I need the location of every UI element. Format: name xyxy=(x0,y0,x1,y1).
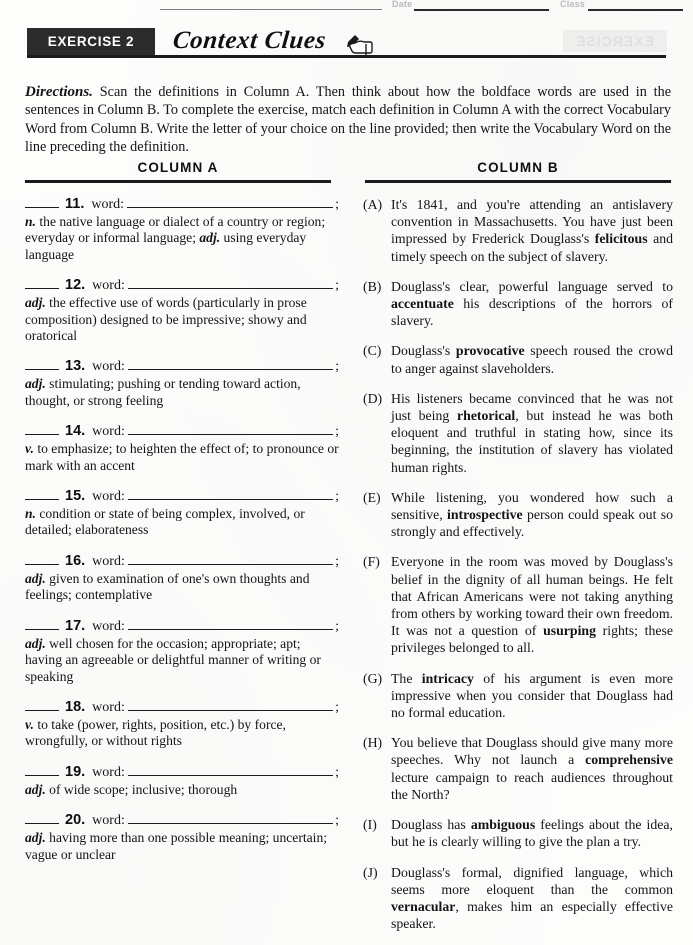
definition-body: to take (power, rights, position, etc.) by force, wrongfully, or without rights xyxy=(25,716,286,749)
word-colon: ; xyxy=(335,764,339,780)
definition-item-head xyxy=(25,423,339,440)
definition-body: of wide scope; inclusive; thorough xyxy=(45,781,238,797)
sentence-text-before: Everyone in the room was moved by Douglass's belief in the dignity of all human beings. He felt that African Americans were not taking anything from others by working toward their own freedom. It was not a question of xyxy=(391,554,673,639)
definition-body: condition or state of being complex, involved, or detailed; elaborateness xyxy=(25,506,305,538)
vocabulary-word: ambiguous xyxy=(470,817,536,833)
bleed-through-exercise-text: EXERCISE xyxy=(575,33,654,49)
header-rule-class xyxy=(588,9,683,11)
word-colon: ; xyxy=(335,489,339,505)
answer-letter-blank[interactable] xyxy=(25,812,59,824)
exercise-banner xyxy=(27,28,666,58)
item-number: 20. xyxy=(65,812,86,829)
vocabulary-word-blank[interactable] xyxy=(128,618,333,630)
sentence-text-before: The xyxy=(391,670,422,686)
definition-item-head xyxy=(25,488,339,505)
definition-item xyxy=(25,764,339,798)
definition-item-head xyxy=(25,764,339,781)
item-number: 11. xyxy=(65,196,85,212)
definition-body: stimulating; pushing or tending toward action, thought, or strong feeling xyxy=(25,376,301,408)
part-of-speech: adj. xyxy=(25,635,46,651)
word-label: word: xyxy=(92,764,125,780)
word-label: word: xyxy=(91,197,125,212)
part-of-speech: adj. xyxy=(25,570,46,586)
sentence-item xyxy=(363,196,673,265)
answer-letter-blank[interactable] xyxy=(25,553,59,565)
sentence-text xyxy=(391,278,673,330)
sentence-item xyxy=(363,670,673,722)
part-of-speech: adj. xyxy=(25,295,46,311)
definition-body: well chosen for the occasion; appropriate; apt; having an agreeable or delightful manner of writing or speaking xyxy=(25,635,321,684)
sentence-letter: (J) xyxy=(363,864,378,880)
vocabulary-word-blank[interactable] xyxy=(128,699,333,711)
word-label: word: xyxy=(92,813,125,829)
sentence-text-after: feelings about the idea, but he is clearly willing to give the plan a try. xyxy=(391,817,673,850)
item-number: 14. xyxy=(65,423,86,440)
vocabulary-word-blank[interactable] xyxy=(128,488,333,500)
definition-text xyxy=(25,441,339,474)
sentence-text xyxy=(391,864,673,933)
sentence-letter: (E) xyxy=(363,489,381,505)
answer-letter-blank[interactable] xyxy=(25,699,59,711)
part-of-speech: adj. xyxy=(25,376,46,392)
header-label-date: Date xyxy=(392,0,413,9)
column-b xyxy=(363,196,673,945)
sentence-text xyxy=(391,670,673,722)
sentence-letter: (I) xyxy=(363,817,377,833)
word-colon: ; xyxy=(335,618,339,634)
word-colon: ; xyxy=(335,359,339,375)
column-b-header: COLUMN B xyxy=(477,160,559,175)
definition-text xyxy=(25,506,339,539)
definition-item xyxy=(25,423,339,474)
header-rule-name xyxy=(160,9,382,10)
sentence-text xyxy=(391,342,673,376)
sentence-letter: (D) xyxy=(363,390,383,406)
vocabulary-word: introspective xyxy=(447,507,523,523)
directions xyxy=(25,83,671,157)
sentence-text-before: Douglass's clear, powerful language served to xyxy=(391,278,673,294)
sentence-letter: (G) xyxy=(363,670,383,686)
exercise-title: Context Clues xyxy=(171,27,328,54)
part-of-speech: v. xyxy=(25,441,34,457)
sentence-text-before: Douglass has xyxy=(391,817,471,833)
vocabulary-word-blank[interactable] xyxy=(128,553,333,565)
vocabulary-word: vernacular xyxy=(391,898,456,914)
column-a-header: COLUMN A xyxy=(137,160,219,175)
sentence-text-after: rights; these privileges belonged to all. xyxy=(391,623,673,656)
item-number: 16. xyxy=(65,552,86,569)
hand-pencil-icon xyxy=(342,29,376,57)
directions-body: Scan the definitions in Column A. Then think about how the boldface words are used in the sentences in Column B. To complete the exercise, match each definition in Column A with the correct Vocabulary Word from Column B. Write the letter of your choice on the line provided; then write the Vocabulary Word on the line preceding the definition. xyxy=(25,84,672,156)
part-of-speech: n. xyxy=(25,214,36,229)
sentence-text-before: You believe that Douglass should give many more speeches. Why not launch a xyxy=(391,735,673,768)
vocabulary-word: provocative xyxy=(455,343,525,359)
word-label: word: xyxy=(92,699,125,715)
definition-item-head xyxy=(25,553,339,570)
vocabulary-word-blank[interactable] xyxy=(128,423,333,435)
sentence-text xyxy=(391,489,673,541)
sentence-item xyxy=(363,390,673,476)
definition-item xyxy=(25,196,339,263)
column-a xyxy=(25,196,339,877)
sentence-text-after: , but instead he was both eloquent and truthful in stating how, since its beginning, the institution of slavery has violated human rights. xyxy=(391,408,673,475)
sentence-letter: (H) xyxy=(363,735,383,751)
answer-letter-blank[interactable] xyxy=(25,277,59,289)
exercise-number-tab xyxy=(27,28,155,55)
item-number: 17. xyxy=(65,617,86,634)
definition-body: having more than one possible meaning; uncertain; vague or unclear xyxy=(25,830,328,862)
word-label: word: xyxy=(92,424,125,440)
item-number: 15. xyxy=(65,488,86,505)
word-colon: ; xyxy=(335,699,339,715)
definition-item-head xyxy=(25,196,339,213)
part-of-speech: v. xyxy=(25,716,34,732)
item-number: 12. xyxy=(65,277,86,294)
word-label: word: xyxy=(92,359,125,375)
sentence-letter: (A) xyxy=(363,197,383,212)
sentence-text xyxy=(391,196,673,265)
word-label: word: xyxy=(92,618,125,634)
vocabulary-word-blank[interactable] xyxy=(128,812,333,824)
sentence-text xyxy=(391,816,673,850)
sentence-item xyxy=(363,553,673,656)
sentence-item xyxy=(363,734,673,803)
definition-item-head xyxy=(25,812,339,829)
sentence-text-after: , makes him an especially effective speaker. xyxy=(391,898,673,932)
sentence-item xyxy=(363,342,673,376)
vocabulary-word-blank[interactable] xyxy=(128,277,333,289)
vocabulary-word-blank[interactable] xyxy=(127,196,333,208)
sentence-letter: (B) xyxy=(363,278,382,294)
header-label-class: Class xyxy=(560,0,586,9)
page-header xyxy=(0,0,693,16)
sentence-item xyxy=(363,864,673,933)
sentence-text xyxy=(391,390,673,476)
word-colon: ; xyxy=(335,813,339,829)
definition-item-head xyxy=(25,618,339,635)
sentence-item xyxy=(363,816,673,850)
sentence-text-before: Douglass's formal, dignified language, which seems more eloquent than the common xyxy=(391,864,673,897)
sentence-text-before: His listeners became convinced that he was not just being xyxy=(391,390,673,424)
item-number: 13. xyxy=(65,358,86,375)
definition-item xyxy=(25,553,339,604)
answer-letter-blank[interactable] xyxy=(25,358,59,370)
definition-text xyxy=(25,295,339,344)
vocabulary-word: accentuate xyxy=(391,296,454,312)
word-label: word: xyxy=(92,278,125,294)
definition-text xyxy=(25,376,339,409)
word-label: word: xyxy=(92,489,125,505)
answer-letter-blank[interactable] xyxy=(25,196,59,208)
sentence-item xyxy=(363,278,673,330)
definition-item xyxy=(25,618,339,685)
answer-letter-blank[interactable] xyxy=(25,618,59,630)
sentence-text-after: lecture campaign to reach audiences throughout the North? xyxy=(391,769,673,802)
vocabulary-word: felicitous xyxy=(594,231,648,247)
definition-text xyxy=(25,571,339,604)
word-colon: ; xyxy=(335,197,339,212)
word-colon: ; xyxy=(335,424,339,440)
definition-item xyxy=(25,358,339,409)
sentence-text-after: of his argument is even more impressive when you consider that Douglass had no formal education. xyxy=(391,670,673,721)
definition-body: to emphasize; to heighten the effect of; to pronounce or mark with an accent xyxy=(25,441,339,473)
definition-item xyxy=(25,812,339,863)
sentence-text-before: Douglass's xyxy=(391,343,456,359)
definition-item xyxy=(25,277,339,344)
sentence-text xyxy=(391,734,673,803)
definition-text xyxy=(25,636,339,685)
sentence-text-before: It's 1841, and you're attending an antislavery convention in Massachusetts. You have just been impressed by Frederick Douglass's xyxy=(391,197,673,247)
part-of-speech: n. xyxy=(25,506,36,522)
answer-letter-blank[interactable] xyxy=(25,423,59,435)
column-b-rule xyxy=(365,180,671,183)
directions-lead: Directions. xyxy=(25,84,93,100)
sentence-text-before: While listening, you wondered how such a sensitive, xyxy=(391,489,673,523)
definition-text xyxy=(25,830,339,863)
part-of-speech: adj. xyxy=(25,830,46,846)
definition-body-secondary: using everyday language xyxy=(25,230,307,262)
exercise-number-label: EXERCISE 2 xyxy=(47,34,135,49)
part-of-speech: adj. xyxy=(25,781,46,797)
vocabulary-word-blank[interactable] xyxy=(128,358,333,370)
definition-text xyxy=(25,214,339,263)
vocabulary-word: comprehensive xyxy=(585,752,673,768)
definition-text xyxy=(25,717,339,750)
definition-item-head xyxy=(25,277,339,294)
definition-item xyxy=(25,488,339,539)
vocabulary-word: rhetorical xyxy=(457,408,516,424)
item-number: 19. xyxy=(65,763,86,780)
header-rule-date xyxy=(414,9,549,11)
sentence-text xyxy=(391,553,673,656)
definition-text xyxy=(25,782,339,798)
sentence-text-after: his descriptions of the horrors of slavery. xyxy=(391,296,673,329)
sentence-letter: (C) xyxy=(363,343,382,359)
answer-letter-blank[interactable] xyxy=(25,764,59,776)
word-colon: ; xyxy=(335,553,339,569)
vocabulary-word: intricacy xyxy=(421,670,474,686)
part-of-speech-secondary: adj. xyxy=(195,230,221,246)
sentence-text-after: person could speak out so strongly and effectively. xyxy=(391,507,673,540)
definition-body: given to examination of one's own thoughts and feelings; contemplative xyxy=(25,570,310,603)
word-colon: ; xyxy=(335,278,339,294)
sentence-letter: (F) xyxy=(363,554,380,570)
sentence-item xyxy=(363,489,673,541)
sentence-text-after: and timely speech on the subject of slavery. xyxy=(391,231,674,264)
definition-body: the effective use of words (particularly in prose composition) designed to be impressive; showy and oratorical xyxy=(25,295,307,344)
vocabulary-word: usurping xyxy=(543,623,596,639)
definition-item xyxy=(25,699,339,750)
sentence-text-after: speech roused the crowd to anger against slaveholders. xyxy=(391,343,673,376)
definition-item-head xyxy=(25,358,339,375)
vocabulary-word-blank[interactable] xyxy=(128,764,333,776)
column-a-rule xyxy=(25,180,331,183)
item-number: 18. xyxy=(65,698,86,715)
definition-body: the native language or dialect of a country or region; everyday or informal language; xyxy=(25,214,326,246)
definition-item-head xyxy=(25,699,339,716)
word-label: word: xyxy=(92,553,125,569)
answer-letter-blank[interactable] xyxy=(25,488,59,500)
